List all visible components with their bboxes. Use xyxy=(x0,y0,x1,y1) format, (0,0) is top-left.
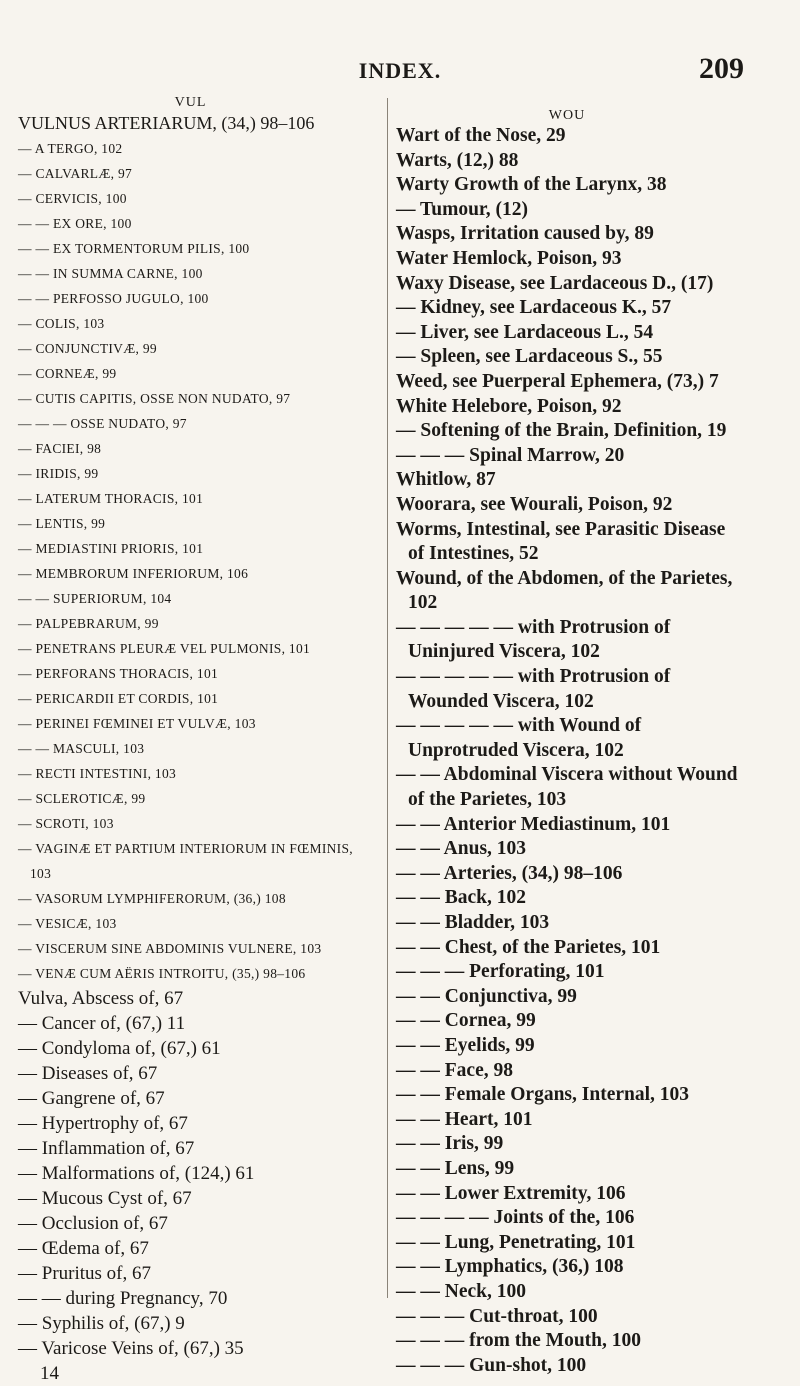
index-entry: Whitlow, 87 xyxy=(396,469,496,491)
index-entry: — — — from the Mouth, 100 xyxy=(396,1330,641,1352)
index-entry: — Softening of the Brain, Definition, 19 xyxy=(396,420,727,442)
index-entry: — — Face, 98 xyxy=(396,1059,513,1081)
index-entry: — Mucous Cyst of, 67 xyxy=(18,1188,192,1209)
index-entry: — VASORUM LYMPHIFERORUM, (36,) 108 xyxy=(18,891,286,906)
column-divider xyxy=(387,98,388,1298)
running-title: INDEX. xyxy=(358,58,442,83)
index-column-right xyxy=(396,95,738,1378)
index-entry: — PERFORANS THORACIS, 101 xyxy=(18,666,219,681)
index-entry: Woorara, see Wourali, Poison, 92 xyxy=(396,493,673,515)
index-entry: — Cancer of, (67,) 11 xyxy=(18,1013,186,1034)
index-entry: — Œdema of, 67 xyxy=(18,1238,149,1259)
index-entry: — — Female Organs, Internal, 103 xyxy=(396,1084,690,1106)
index-entry: — — during Pregnancy, 70 xyxy=(18,1288,228,1309)
index-entry: — — — Perforating, 101 xyxy=(396,961,605,983)
index-entry: — — — — Joints of the, 106 xyxy=(396,1207,635,1229)
index-entry: — CONJUNCTIVÆ, 99 xyxy=(18,341,157,356)
index-entry: — — Lung, Penetrating, 101 xyxy=(396,1231,636,1253)
index-entry: White Helebore, Poison, 92 xyxy=(396,395,622,417)
index-entry: — Occlusion of, 67 xyxy=(18,1213,168,1234)
index-entry: — PERICARDII ET CORDIS, 101 xyxy=(18,691,219,706)
index-column-left xyxy=(18,95,363,1386)
guide-word-right: WOU xyxy=(548,108,586,123)
index-entry: Wart of the Nose, 29 xyxy=(396,125,566,146)
index-entry: — — IN SUMMA CARNE, 100 xyxy=(18,266,203,281)
index-entry: Vulva, Abscess of, 67 xyxy=(18,988,184,1009)
index-entry: — PERINEI FŒMINEI ET VULVÆ, 103 xyxy=(18,716,256,731)
index-entry: — — Lymphatics, (36,) 108 xyxy=(396,1256,624,1278)
index-entry: — — — Gun-shot, 100 xyxy=(396,1354,587,1376)
index-entry: — — EX TORMENTORUM PILIS, 100 xyxy=(18,241,250,256)
index-entry: — — EX ORE, 100 xyxy=(18,216,132,231)
index-entry: — Malformations of, (124,) 61 xyxy=(18,1163,255,1184)
index-entry: — — Back, 102 xyxy=(396,887,527,909)
index-entry: — COLIS, 103 xyxy=(18,316,105,331)
index-entry: Wasps, Irritation caused by, 89 xyxy=(396,223,654,245)
index-entry: — RECTI INTESTINI, 103 xyxy=(18,766,177,781)
index-entry: — — — OSSE NUDATO, 97 xyxy=(18,416,187,431)
index-entry: — — Anus, 103 xyxy=(396,838,527,860)
index-entry: Water Hemlock, Poison, 93 xyxy=(396,247,622,269)
index-entry: Wound, of the Abdomen, of the Parietes, 102 xyxy=(396,567,733,614)
index-entry: — — SUPERIORUM, 104 xyxy=(18,591,172,606)
index-entry: — CERVICIS, 100 xyxy=(18,191,127,206)
index-entry: — — Chest, of the Parietes, 101 xyxy=(396,936,661,958)
index-entry: — CALVARLÆ, 97 xyxy=(18,166,133,181)
index-entry: — — Anterior Mediastinum, 101 xyxy=(396,813,671,835)
index-entry: — Syphilis of, (67,) 9 xyxy=(18,1313,185,1334)
index-entry: — — PERFOSSO JUGULO, 100 xyxy=(18,291,209,306)
guide-word-left: VUL xyxy=(174,95,207,110)
index-entry: Warts, (12,) 88 xyxy=(396,149,519,171)
index-entry: — CORNEÆ, 99 xyxy=(18,366,117,381)
index-entry: Warty Growth of the Larynx, 38 xyxy=(396,174,667,196)
entry-list-right xyxy=(396,124,738,1378)
index-entry: Worms, Intestinal, see Parasitic Disease of Intestines, 52 xyxy=(396,518,726,565)
index-entry: — — Eyelids, 99 xyxy=(396,1034,535,1056)
index-entry: — — Bladder, 103 xyxy=(396,912,550,933)
index-entry: — SCLEROTICÆ, 99 xyxy=(18,791,146,806)
index-entry: — — Lower Extremity, 106 xyxy=(396,1182,626,1204)
index-entry: — — — Cut-throat, 100 xyxy=(396,1305,598,1327)
index-entry: — Pruritus of, 67 xyxy=(18,1263,151,1284)
index-entry: — — Iris, 99 xyxy=(396,1133,504,1155)
index-entry: — A TERGO, 102 xyxy=(18,141,123,156)
index-entry: — IRIDIS, 99 xyxy=(18,466,99,481)
index-entry: — Liver, see Lardaceous L., 54 xyxy=(396,321,654,343)
index-entry: — FACIEI, 98 xyxy=(18,441,102,456)
index-entry: — — Conjunctiva, 99 xyxy=(396,985,577,1007)
index-entry: — — Neck, 100 xyxy=(396,1280,526,1302)
index-entry: — — Heart, 101 xyxy=(396,1108,533,1130)
index-entry: — Diseases of, 67 xyxy=(18,1063,158,1084)
index-entry: Weed, see Puerperal Ephemera, (73,) 7 xyxy=(396,370,719,392)
index-entry: — — MASCULI, 103 xyxy=(18,741,145,756)
entry-list-left xyxy=(18,111,363,1361)
index-entry: — Hypertrophy of, 67 xyxy=(18,1113,188,1134)
index-entry: — — Lens, 99 xyxy=(396,1157,515,1179)
index-entry: — — — — — with Protrusion of Uninjured Viscera, 102 xyxy=(396,616,671,663)
index-entry: — Inflammation of, 67 xyxy=(18,1138,195,1159)
index-entry: — — — Spinal Marrow, 20 xyxy=(396,444,625,466)
index-entry: — — Cornea, 99 xyxy=(396,1010,536,1032)
index-entry: — Spleen, see Lardaceous S., 55 xyxy=(396,346,663,368)
index-entry: — — Arteries, (34,) 98–106 xyxy=(396,862,623,884)
index-entry: — Varicose Veins of, (67,) 35 xyxy=(18,1338,244,1359)
index-entry: — CUTIS CAPITIS, OSSE NON NUDATO, 97 xyxy=(18,391,291,406)
index-entry: Waxy Disease, see Lardaceous D., (17) xyxy=(396,272,714,294)
index-entry: — Condyloma of, (67,) 61 xyxy=(18,1038,221,1059)
index-entry: — LATERUM THORACIS, 101 xyxy=(18,491,204,506)
index-entry: — — — — — with Wound of Unprotruded Viscera, 102 xyxy=(396,715,642,761)
index-entry: — VENÆ CUM AËRIS INTROITU, (35,) 98–106 xyxy=(18,966,306,981)
index-entry: — — Abdominal Viscera without Wound of the Parietes, 103 xyxy=(396,764,738,811)
index-entry: — SCROTI, 103 xyxy=(18,816,114,831)
page-header xyxy=(0,52,800,92)
folio-signature: 14 xyxy=(40,1363,59,1384)
index-entry: — Kidney, see Lardaceous K., 57 xyxy=(396,297,672,319)
index-entry: — MEMBRORUM INFERIORUM, 106 xyxy=(18,566,249,581)
index-entry: — Tumour, (12) xyxy=(396,198,529,220)
index-entry: — Gangrene of, 67 xyxy=(18,1088,165,1109)
page-number: 209 xyxy=(699,52,744,85)
index-entry: — PENETRANS PLEURÆ VEL PULMONIS, 101 xyxy=(18,641,311,656)
index-entry: — — — — — with Protrusion of Wounded Viscera, 102 xyxy=(396,666,671,712)
index-entry: — VESICÆ, 103 xyxy=(18,916,117,931)
index-entry: — VAGINÆ ET PARTIUM INTERIORUM IN FŒMINIS, 103 xyxy=(18,841,353,881)
index-entry: — VISCERUM SINE ABDOMINIS VULNERE, 103 xyxy=(18,941,322,956)
index-entry: — PALPEBRARUM, 99 xyxy=(18,616,159,631)
index-entry: — MEDIASTINI PRIORIS, 101 xyxy=(18,541,204,556)
index-entry: — LENTIS, 99 xyxy=(18,516,106,531)
index-entry: VULNUS ARTERIARUM, (34,) 98–106 xyxy=(18,113,315,133)
